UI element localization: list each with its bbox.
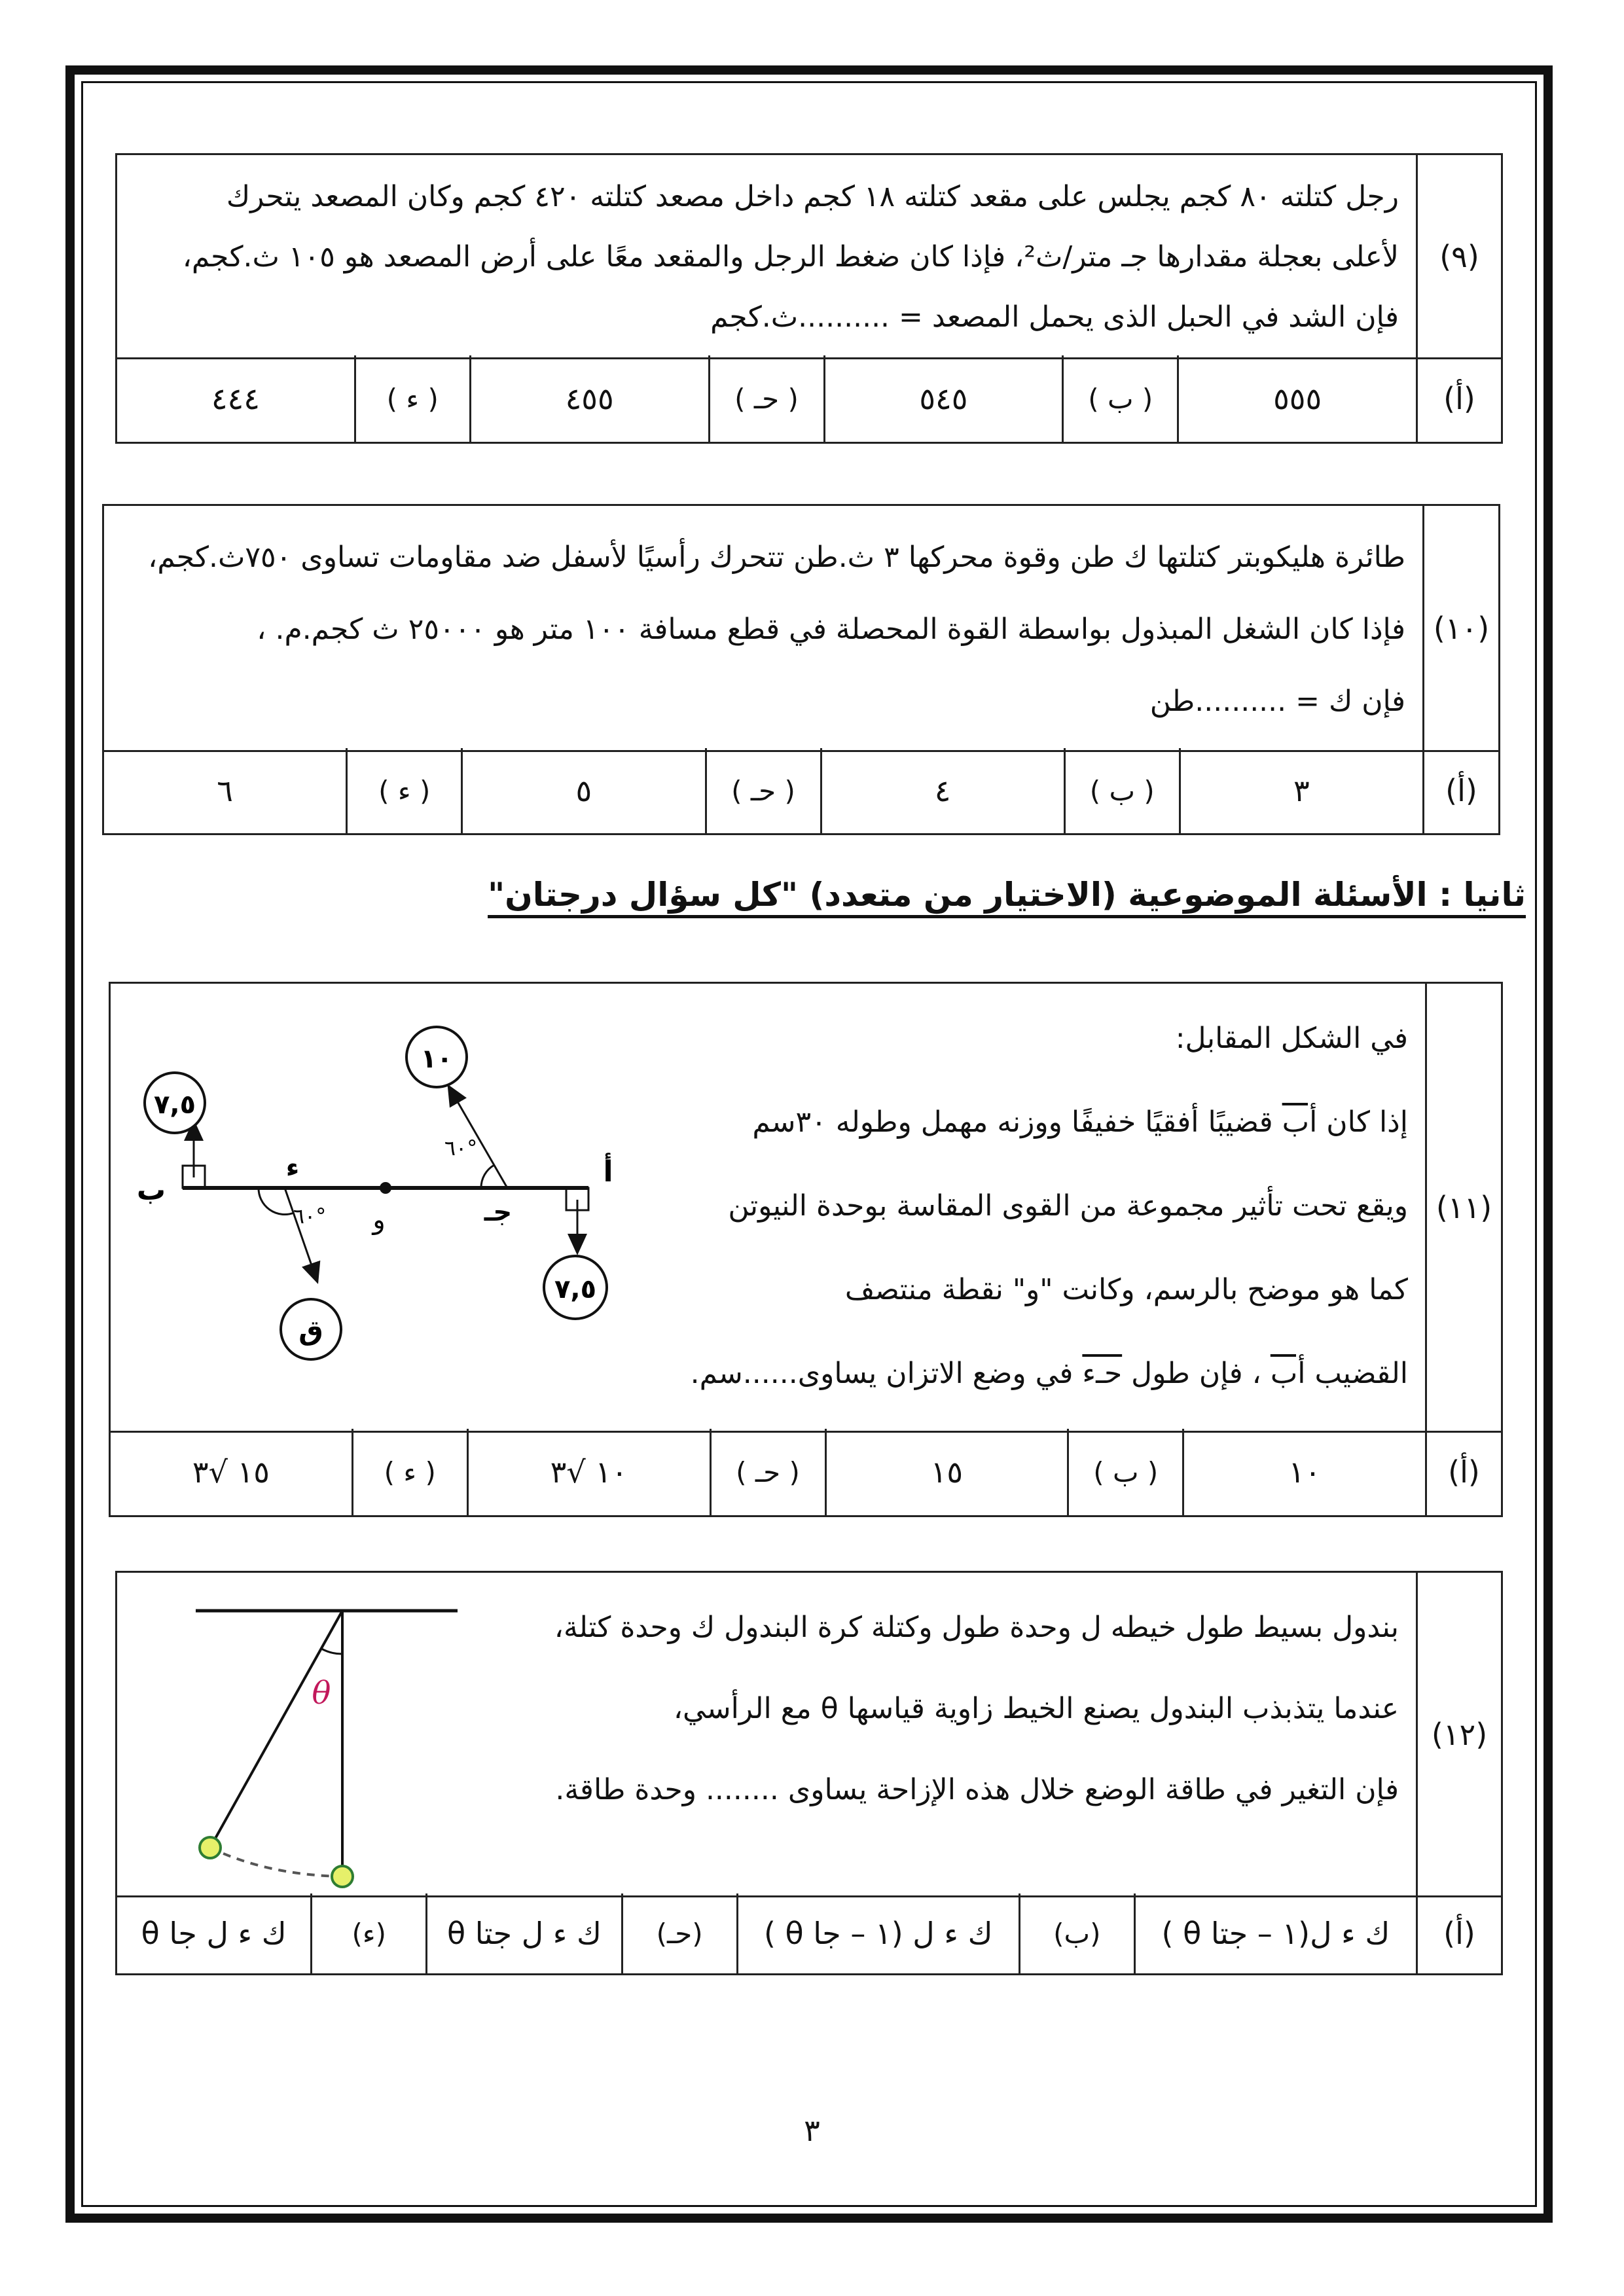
choice-value-d[interactable]: ١٥ √٣ bbox=[192, 1454, 270, 1490]
choice-value-d[interactable]: ٦ bbox=[217, 773, 233, 808]
choice-value-a[interactable]: ك ء ل(١ – جتا θ ) bbox=[1134, 1893, 1416, 1973]
rod-forces-diagram bbox=[111, 984, 613, 1433]
force-a-value: ٧,٥ bbox=[554, 1274, 597, 1304]
question-number: (١١) bbox=[1425, 984, 1501, 1431]
choice-value-b[interactable]: ك ء ل (١ – جا θ ) bbox=[736, 1893, 1019, 1973]
choice-label-b[interactable]: ( ب ) bbox=[1062, 355, 1177, 442]
answer-row bbox=[117, 355, 1501, 442]
text-fragment: ، فإن طول bbox=[1131, 1357, 1261, 1390]
angle-d-label: ٦٠° bbox=[293, 1204, 327, 1229]
choice-value-c[interactable]: ك ء ل جتا θ bbox=[425, 1893, 621, 1973]
choice-label-b[interactable]: (ب) bbox=[1019, 1893, 1134, 1973]
rod-forces-figure bbox=[111, 984, 613, 1431]
question-line: فإذا كان الشغل المبذول بواسطة القوة المحصلة في قطع مسافة ١٠٠ متر هو ٢٥٠٠٠ ث كجم.م. ، bbox=[257, 613, 1405, 646]
point-d-label: ء bbox=[285, 1153, 300, 1183]
answer-row bbox=[111, 1429, 1501, 1515]
choice-label-d[interactable]: ( ء ) bbox=[352, 1429, 467, 1515]
rod-ab-label: أب bbox=[1270, 1357, 1306, 1390]
pendulum-figure bbox=[117, 1573, 536, 1895]
rod-ab-label: أب bbox=[1282, 1105, 1318, 1139]
choice-value-c[interactable]: ١٠ √٣ bbox=[467, 1429, 710, 1515]
question-line: فإن التغير في طاقة الوضع خلال هذه الإزاحة يساوى ........ وحدة طاقة. bbox=[555, 1773, 1399, 1806]
choice-label-d[interactable]: ( ء ) bbox=[346, 748, 461, 833]
force-b-value: ٧,٥ bbox=[153, 1090, 196, 1120]
question-11 bbox=[109, 982, 1503, 1517]
question-line: فإن ك = ..........طن bbox=[1149, 685, 1405, 718]
choice-value-a[interactable]: ١٠ bbox=[1182, 1429, 1425, 1515]
question-line bbox=[587, 1332, 1408, 1416]
question-10-body bbox=[104, 506, 1498, 752]
question-10 bbox=[102, 504, 1500, 835]
angle-arc bbox=[321, 1649, 342, 1654]
choice-value-c[interactable]: ٥ bbox=[461, 748, 704, 833]
question-number: (١٠) bbox=[1422, 506, 1498, 750]
question-line: بندول بسيط طول خيطه ل وحدة طول وكتلة كرة البندول ك وحدة كتلة، bbox=[554, 1611, 1399, 1644]
page-number: ٣ bbox=[804, 2113, 820, 2148]
theta-label: θ bbox=[312, 1675, 331, 1712]
choice-label-b[interactable]: ( ب ) bbox=[1067, 1429, 1182, 1515]
section-title: ثانيا : الأسئلة الموضوعية (الاختيار من متعدد) "كل سؤال درجتان" bbox=[488, 876, 1526, 914]
choice-label-d[interactable]: (ء) bbox=[310, 1893, 425, 1973]
question-text bbox=[104, 506, 1422, 750]
choice-value-b[interactable]: ٥٤٥ bbox=[823, 355, 1062, 442]
choice-label-a[interactable]: (أ) bbox=[1416, 1893, 1501, 1973]
choice-label-b[interactable]: ( ب ) bbox=[1064, 748, 1179, 833]
question-12 bbox=[115, 1571, 1503, 1975]
angle-j-label: ٦٠° bbox=[444, 1136, 478, 1160]
displaced-string bbox=[210, 1611, 342, 1848]
choice-label-c[interactable]: ( حـ ) bbox=[710, 1429, 825, 1515]
text-fragment: قضيبًا أفقيًا خفيفًا ووزنه مهمل وطوله ٣٠سم bbox=[752, 1105, 1273, 1139]
text-fragment: القضيب bbox=[1314, 1357, 1408, 1390]
choice-value-d[interactable]: ك ء ل جا θ bbox=[141, 1916, 287, 1951]
choice-label-c[interactable]: ( حـ ) bbox=[705, 748, 820, 833]
choice-value-c[interactable]: ٤٥٥ bbox=[469, 355, 708, 442]
question-line: كما هو موضح بالرسم، وكانت "و" نقطة منتصف bbox=[844, 1273, 1408, 1306]
question-line: عندما يتذبذب البندول يصنع الخيط زاوية قياسها θ مع الرأسي، bbox=[673, 1692, 1399, 1725]
choice-value-b[interactable]: ٤ bbox=[820, 748, 1064, 833]
answer-row bbox=[117, 1893, 1501, 1973]
choice-label-c[interactable]: ( حـ ) bbox=[708, 355, 823, 442]
segment-jd-label: حـء bbox=[1082, 1357, 1123, 1390]
choice-value-d[interactable]: ٤٤٤ bbox=[211, 381, 260, 416]
bob-rest bbox=[332, 1866, 353, 1887]
swing-path bbox=[210, 1848, 342, 1876]
choice-label-a[interactable]: (أ) bbox=[1416, 355, 1501, 442]
angle-arc-j bbox=[481, 1165, 494, 1188]
choice-value-a[interactable]: ٣ bbox=[1179, 748, 1422, 833]
question-text bbox=[574, 984, 1425, 1431]
question-line: رجل كتلته ٨٠ كجم يجلس على مقعد كتلته ١٨ كجم داخل مصعد كتلته ٤٢٠ كجم وكان المصعد يتحرك bbox=[226, 180, 1399, 213]
point-a-label: أ bbox=[603, 1155, 613, 1189]
choice-value-b[interactable]: ١٥ bbox=[825, 1429, 1068, 1515]
choice-label-c[interactable]: (حـ) bbox=[621, 1893, 736, 1973]
choice-label-a[interactable]: (أ) bbox=[1425, 1429, 1501, 1515]
text-fragment: في وضع الاتزان يساوى......سم. bbox=[690, 1357, 1074, 1390]
question-line bbox=[587, 1081, 1408, 1164]
choice-label-d[interactable]: ( ء ) bbox=[354, 355, 469, 442]
question-line: فإن الشد في الحبل الذى يحمل المصعد = ..........ث.كجم bbox=[710, 300, 1399, 334]
question-line: في الشكل المقابل: bbox=[1175, 1022, 1408, 1055]
question-12-body bbox=[117, 1573, 1501, 1897]
pendulum-diagram bbox=[117, 1573, 536, 1897]
question-text bbox=[117, 155, 1416, 357]
question-line: ويقع تحت تأثير مجموعة من القوى المقاسة بوحدة النيوتن bbox=[728, 1189, 1408, 1223]
force-j-value: ١٠ bbox=[420, 1044, 453, 1074]
choice-value-a[interactable]: ٥٥٥ bbox=[1177, 355, 1416, 442]
point-j-label: جـ bbox=[484, 1197, 513, 1227]
question-text bbox=[554, 1573, 1416, 1895]
bob-displaced bbox=[200, 1837, 221, 1858]
choice-label-a[interactable]: (أ) bbox=[1422, 748, 1498, 833]
text-fragment: إذا كان bbox=[1326, 1105, 1408, 1139]
question-9-body bbox=[117, 155, 1501, 359]
question-number: (١٢) bbox=[1416, 1573, 1501, 1895]
point-w-label: و bbox=[372, 1205, 386, 1235]
answer-row bbox=[104, 748, 1498, 833]
midpoint-dot bbox=[380, 1182, 391, 1194]
question-line: طائرة هليكوبتر كتلتها ك طن وقوة محركها ٣ ث.طن تتحرك رأسيًا لأسفل ضد مقاومات تساوى ٧٥٠ث.كجم، bbox=[148, 541, 1405, 574]
question-number: (٩) bbox=[1416, 155, 1501, 357]
question-9 bbox=[115, 153, 1503, 444]
force-d-value: ق bbox=[298, 1314, 323, 1346]
question-11-body bbox=[111, 984, 1501, 1433]
question-line: لأعلى بعجلة مقدارها جـ متر/ث²، فإذا كان ضغط الرجل والمقعد معًا على أرض المصعد هو ١٠٥ ث.كجم، bbox=[182, 240, 1399, 274]
point-b-label: ب bbox=[136, 1174, 166, 1207]
force-d-arrow bbox=[285, 1188, 317, 1282]
